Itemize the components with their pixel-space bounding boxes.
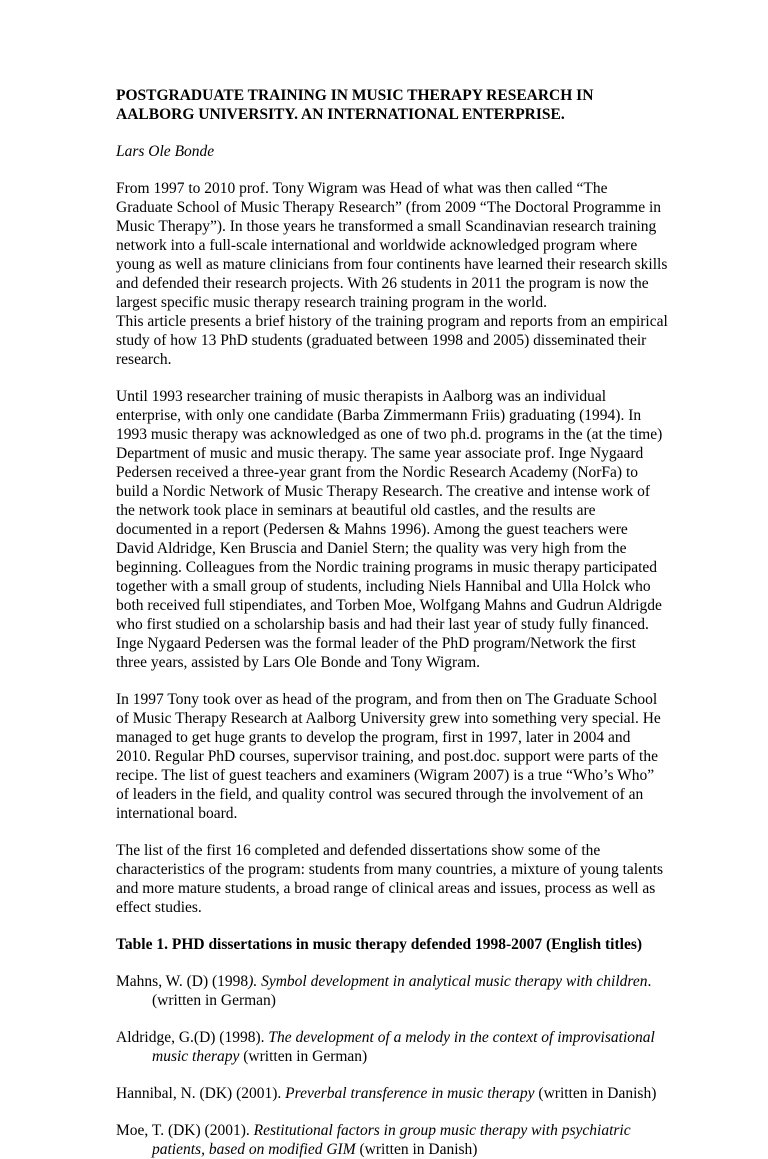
body-paragraph-3: Until 1993 researcher training of music therapists in Aalborg was an individual enterprise, with only one candidate (Barba Zimmermann Friis) graduating (1994). In 1993 music therapy was acknowledged as one of two ph.d. programs in the (at the time) Department of music and music therapy. The same year associate prof. Inge Nygaard Pedersen received a three-year grant from the Nordic Research Academy (NorFa) to build a Nordic Network of Music Therapy Research. The creative and intense work of the network took place in seminars at beautiful old castles, and the results are documented in a report (Pedersen & Mahns 1996). Among the guest teachers were David Aldridge, Ken Bruscia and Daniel Stern; the quality was very high from the beginning. Colleagues from the Nordic training programs in music therapy participated together with a small group of students, including Niels Hannibal and Ulla Holck who both received full stipendiates, and Torben Moe, Wolfgang Mahns and Gudrun Aldrigde who first studied on a scholarship basis and had their last year of study fully financed. Inge Nygaard Pedersen was the formal leader of the PhD program/Network the first three years, assisted by Lars Ole Bonde and Tony Wigram. [116, 388, 663, 671]
body-paragraph-5: The list of the first 16 completed and defended dissertations show some of the characteristics of the program: students from many countries, a mixture of young talents and more mature students, a broad range of clinical areas and issues, process as well as effect studies. [116, 842, 664, 916]
author-name: Lars Ole Bonde [116, 143, 215, 160]
body-paragraph-4: In 1997 Tony took over as head of the program, and from then on The Graduate School of Music Therapy Research at Aalborg University grew into something very special. He managed to get huge grants to develop the program, first in 1997, later in 2004 and 2010. Regular PhD courses, supervisor training, and post.doc. support were parts of the recipe. The list of guest teachers and examiners (Wigram 2007) is a true “Who’s Who” of leaders in the field, and quality control was secured through the involvement of an international board. [116, 691, 661, 822]
reference-tail: . (written in German) [152, 973, 652, 1009]
reference-entry [116, 972, 668, 1010]
reference-title: ). Symbol development in analytical music therapy with children [248, 973, 648, 990]
reference-title: Restitutional factors in group music therapy with psychiatric patients, based on modified GIM [152, 1122, 631, 1158]
reference-lead: Mahns, W. (D) (1998 [116, 973, 249, 990]
body-paragraph-2: This article presents a brief history of the training program and reports from an empirical study of how 13 PhD students (graduated between 1998 and 2005) disseminated their research. [116, 313, 668, 368]
table-heading: Table 1. PHD dissertations in music therapy defended 1998-2007 (English titles) [116, 936, 643, 953]
reference-lead: Aldridge, G.(D) (1998). [116, 1029, 269, 1046]
reference-entry [116, 1028, 668, 1066]
reference-title: Preverbal transference in music therapy [285, 1085, 535, 1102]
document-title: POSTGRADUATE TRAINING IN MUSIC THERAPY RESEARCH IN AALBORG UNIVERSITY. AN INTERNATIONAL ENTERPRISE. [116, 87, 594, 123]
reference-entry [116, 1121, 668, 1159]
body-paragraph-1: From 1997 to 2010 prof. Tony Wigram was Head of what was then called “The Graduate School of Music Therapy Research” (from 2009 “The Doctoral Programme in Music Therapy”). In those years he transformed a small Scandinavian research training network into a full-scale international and worldwide acknowledged program where young as well as mature clinicians from four continents have learned their research skills and defended their research projects. With 26 students in 2011 the program is now the largest specific music therapy research training program in the world. [116, 180, 668, 311]
reference-tail: (written in Danish) [355, 1141, 478, 1158]
reference-tail: (written in Danish) [534, 1085, 657, 1102]
document-page [116, 86, 668, 1159]
reference-entry [116, 1084, 668, 1103]
reference-lead: Hannibal, N. (DK) (2001). [116, 1085, 286, 1102]
reference-title: The development of a melody in the context of improvisational music therapy [152, 1029, 655, 1065]
reference-lead: Moe, T. (DK) (2001). [116, 1122, 254, 1139]
reference-tail: (written in German) [239, 1048, 368, 1065]
